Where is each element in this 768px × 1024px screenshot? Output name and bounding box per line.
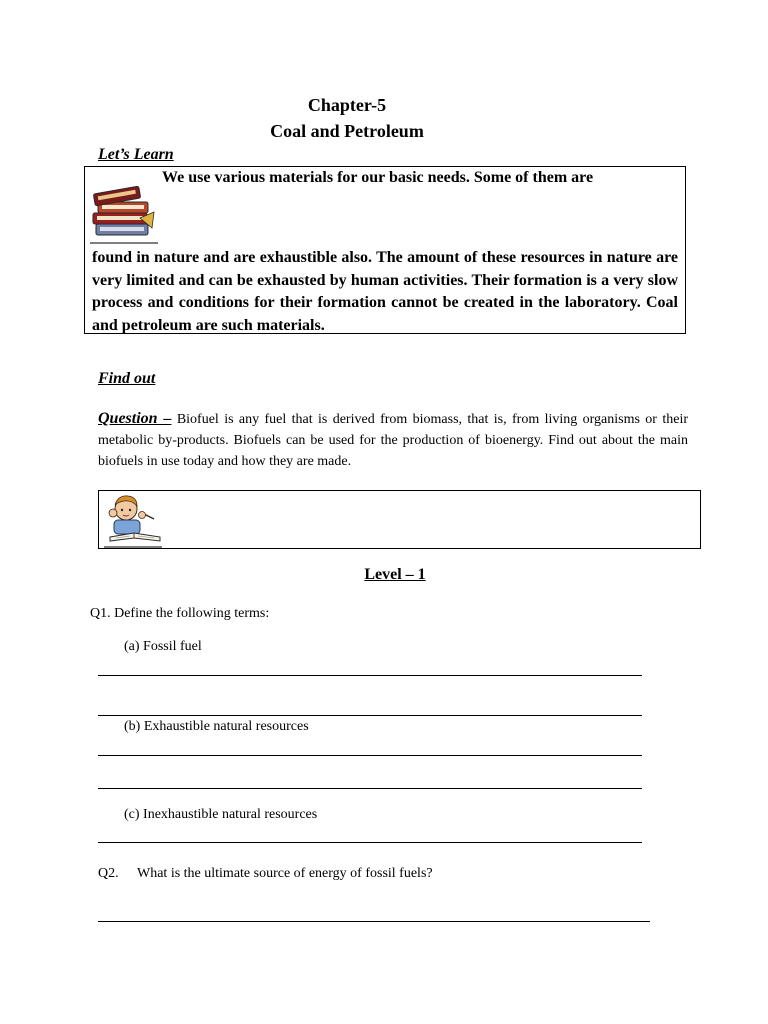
find-out-answer-box xyxy=(98,490,701,549)
find-out-question xyxy=(98,408,688,472)
answer-line xyxy=(98,675,642,676)
chapter-title: Coal and Petroleum xyxy=(270,121,424,141)
answer-line xyxy=(98,755,642,756)
q1-text: Q1. Define the following terms: xyxy=(90,606,270,621)
q1-c-text: (c) Inexhaustible natural resources xyxy=(124,807,318,822)
answer-line xyxy=(98,842,642,843)
lets-learn-heading: Let’s Learn xyxy=(98,146,174,163)
answer-line xyxy=(98,921,650,922)
chapter-number: Chapter-5 xyxy=(307,95,387,115)
q1-b-text: (b) Exhaustible natural resources xyxy=(124,719,309,734)
q2-number: Q2. xyxy=(98,866,119,881)
lets-learn-first-line: We use various materials for our basic needs. Some of them are xyxy=(162,169,594,186)
q2-text: What is the ultimate source of energy of fossil fuels? xyxy=(137,866,433,881)
answer-line xyxy=(98,788,642,789)
child-reading-icon xyxy=(104,491,164,549)
level-heading: Level – 1 xyxy=(364,566,426,583)
question-text: Biofuel is any fuel that is derived from biomass, that is, from living organisms or their metabolic by-products. Biofuels can be used for the production of bioenergy. Find out about the main biofuels in use today and how they are made. xyxy=(98,412,688,469)
lets-learn-body: found in nature and are exhaustible also. The amount of these resources in nature are very limited and can be exhausted by human activities. Their formation is a very slow process and conditions for their formation cannot be created in the laboratory. Coal and petroleum are such materials. xyxy=(92,249,678,334)
q1-a-text: (a) Fossil fuel xyxy=(124,639,202,654)
answer-line xyxy=(98,715,642,716)
books-stack-icon xyxy=(90,182,158,246)
find-out-heading: Find out xyxy=(98,370,156,387)
question-label: Question – xyxy=(98,410,172,427)
